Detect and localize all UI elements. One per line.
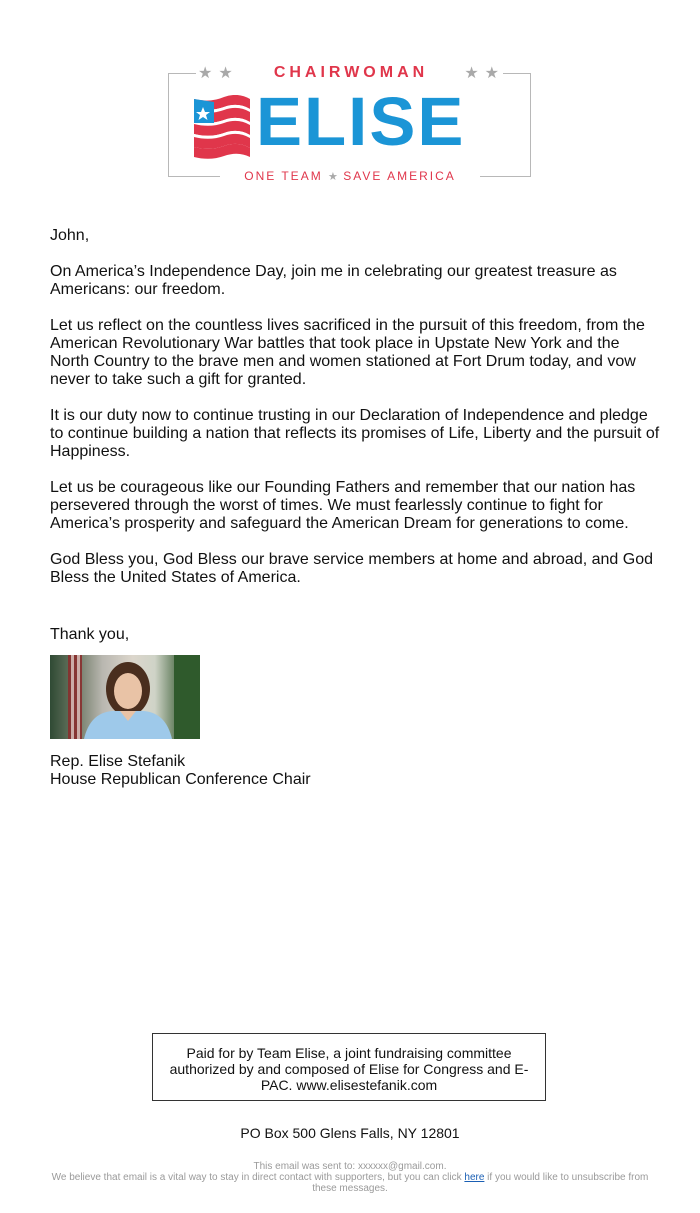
logo-frame-right — [530, 73, 531, 177]
logo-chairwoman-text: CHAIRWOMAN — [273, 64, 429, 81]
tagline-right: SAVE AMERICA — [343, 169, 456, 183]
tagline-left: ONE TEAM — [244, 169, 323, 183]
campaign-logo[interactable] — [168, 64, 531, 183]
signature-title: House Republican Conference Chair — [50, 771, 311, 788]
unsubscribe-line — [40, 1172, 660, 1194]
greeting: John, — [50, 227, 90, 244]
flag-e-icon — [190, 95, 252, 159]
paragraph: Let us be courageous like our Founding Fathers and remember that our nation has persevered through the worst of times. We must fearlessly continue to fight for America’s prosperity and safeguard the American Dream for generations to come. — [50, 479, 636, 532]
paragraph: Let us reflect on the countless lives sacrificed in the pursuit of this freedom, from the American Revolutionary War battles that took place in Upstate New York and the North Country to the brave men and women stationed at Fort Drum today, and vow never to take such a gift for granted. — [50, 317, 645, 388]
closing: Thank you, — [50, 626, 130, 643]
logo-tagline — [220, 169, 480, 184]
paid-for-disclaimer: Paid for by Team Elise, a joint fundraising committee authorized by and composed of Elise for Congress and E-PAC. www.elisestefanik.com — [152, 1033, 546, 1101]
unsubscribe-text-after: if you would like to unsubscribe from these messages. — [312, 1172, 649, 1194]
mailing-address: PO Box 500 Glens Falls, NY 12801 — [240, 1125, 460, 1141]
paragraph: It is our duty now to continue trusting in our Declaration of Independence and pledge to continue building a nation that reflects its promises of Life, Liberty and the pursuit of Happiness. — [50, 407, 660, 460]
signature-photo — [50, 655, 200, 739]
logo-frame-bottom-left — [168, 176, 220, 177]
unsubscribe-link[interactable]: here — [464, 1172, 485, 1183]
unsubscribe-text-before: We believe that email is a vital way to stay in direct contact with supporters, but you can click — [51, 1172, 465, 1183]
signature-block — [50, 753, 311, 789]
star-icon: ★★ — [464, 65, 505, 82]
logo-elise-text: ELISE — [256, 83, 466, 160]
paragraph: On America’s Independence Day, join me in celebrating our greatest treasure as Americans: our freedom. — [50, 263, 617, 298]
logo-frame-bottom-right — [479, 176, 531, 177]
logo-frame-top-right — [503, 73, 531, 74]
paragraph: God Bless you, God Bless our brave service members at home and abroad, and God Bless the United States of America. — [50, 551, 653, 586]
logo-frame-left — [168, 73, 169, 177]
email-footer — [40, 1161, 660, 1194]
logo-frame-top-left — [168, 73, 196, 74]
star-icon: ★★ — [198, 65, 239, 82]
portrait-image — [50, 655, 200, 739]
email-body — [50, 227, 660, 605]
signature-name: Rep. Elise Stefanik — [50, 753, 186, 770]
email-header — [0, 0, 700, 200]
star-icon: ★ — [328, 171, 338, 183]
sent-to-line: This email was sent to: xxxxxx@gmail.com. — [253, 1161, 447, 1172]
